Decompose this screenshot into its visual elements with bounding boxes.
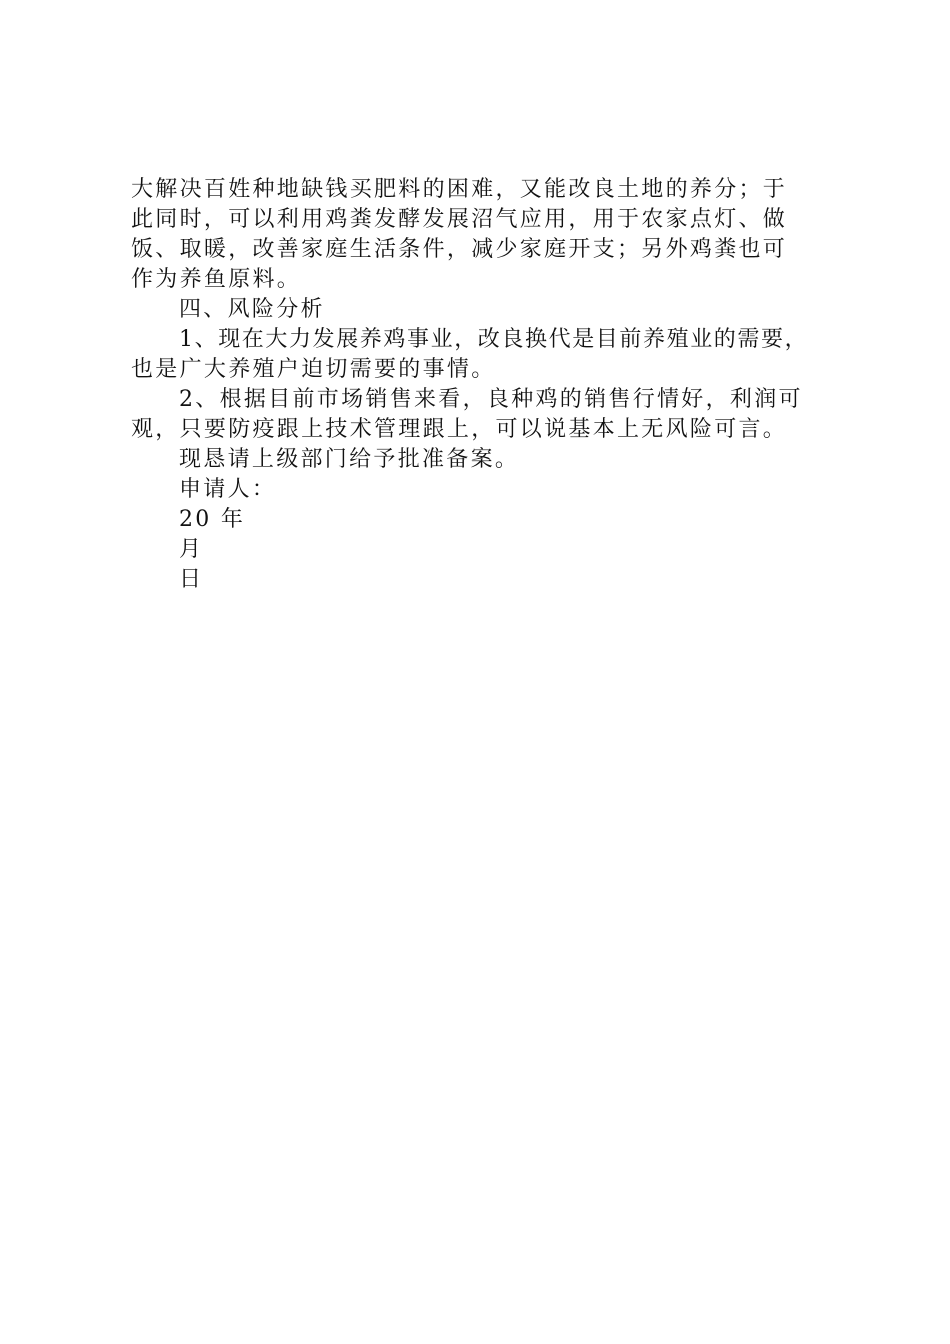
text-line: 饭、取暖，改善家庭生活条件，减少家庭开支；另外鸡粪也可 [131,237,788,262]
text-line: 观，只要防疫跟上技术管理跟上，可以说基本上无风险可言。 [131,417,788,442]
risk-item-1 [131,325,836,385]
date-day: 日 [179,567,204,592]
text-line: 大解决百姓种地缺钱买肥料的困难，又能改良土地的养分；于 [131,177,788,202]
request-line: 现恳请上级部门给予批准备案。 [179,447,520,472]
text-line: 此同时，可以利用鸡粪发酵发展沼气应用，用于农家点灯、做 [131,207,788,232]
document-body [131,175,836,595]
signature-block [131,475,836,595]
text-line: 作为养鱼原料。 [131,267,302,292]
text-line: 也是广大养殖户迫切需要的事情。 [131,357,496,382]
date-month: 月 [179,537,204,562]
text-line: 2、根据目前市场销售来看，良种鸡的销售行情好，利润可 [179,387,803,412]
paragraph-continuation [131,175,836,295]
date-year: 20 年 [179,507,246,532]
section-heading: 四、风险分析 [179,297,325,322]
text-line: 1、现在大力发展养鸡事业，改良换代是目前养殖业的需要， [179,327,809,352]
risk-item-2 [131,385,836,445]
applicant-label: 申请人： [179,477,277,502]
